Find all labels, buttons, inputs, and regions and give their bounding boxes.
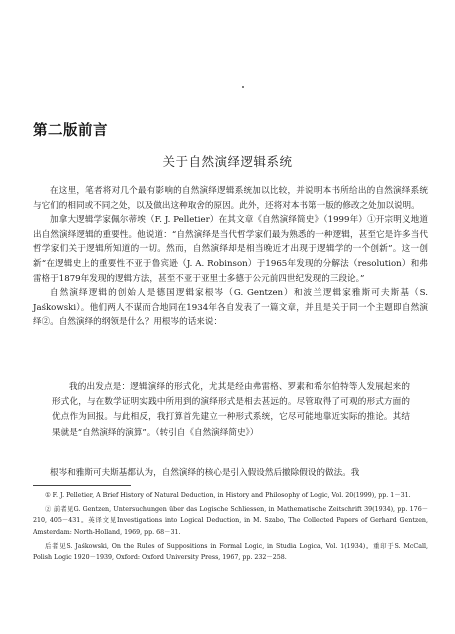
section-title: 关于自然演绎逻辑系统: [162, 154, 293, 169]
quote-text: 我的出发点是：逻辑演绎的形式化，尤其是经由弗雷格、罗素和希尔伯特等人发展起来的形式化，与在数学证明实践中所用到的演绎形式是相去甚远的。尽管取得了可观的形式方面的优点作为回报。与此相反，我打算首先建立一种形式系统，它尽可能地靠近实际的推论。其结果就是“自然演绎的演算”。（转引自《自然演绎简史》）: [52, 382, 410, 438]
footnote-divider: [33, 485, 131, 486]
paragraph-intro: 在这里，笔者将对几个最有影响的自然演绎逻辑系统加以比较，并说明本书所给出的自然演绎系统与它们的相同或不同之处，以及做出这种取舍的原因。此外，还将对本书第一版的修改之处加以说明。: [33, 186, 428, 211]
continuation-text: [33, 466, 428, 481]
footnote-1: ① F. J. Pelletier, A Brief History of Natural Deduction, in History and Philosophy of Logic, Vol. 20(1999), pp. 1－31.: [45, 492, 411, 499]
paragraph-founders: 自然演绎逻辑的创始人是德国逻辑家根岑（G. Gentzen）和波兰逻辑家雅斯可夫斯基（S. Jaśkowski）。他们两人不谋而合地同在1934年各自发表了一篇文章，并且是关于同一个主题即自然演绎②。自然演绎的纲领是什么？用根岑的话来说：: [33, 288, 428, 328]
paragraph-pelletier: 加拿大逻辑学家佩尔蒂埃（F. J. Pelletier）在其文章《自然演绎简史》（1999年）①开宗明义地道出自然演绎逻辑的重要性。他说道：“自然演绎是当代哲学家们最为熟悉的一种逻辑，甚至它是许多当代哲学家们关于逻辑所知道的一切。然而，自然演绎却是相当晚近才出现于逻辑学的一个创新”。这一创新“在逻辑史上的重要性不亚于鲁宾逊（J. A. Robinson）于1965年发现的分解法（resolution）和弗雷格于1879年发现的逻辑方法，甚至不亚于亚里士多德于公元前四世纪发现的三段论。”: [33, 215, 428, 284]
footnote-2: ② 前者见G. Gentzen, Untersuchungen über das Logische Schliessen, in Mathematische Zeitschrift 39(1934), pp. 176－210, 405－431。英译文见Investigations into Logical Deduction, in M. Szabo, The Collected Papers of Gerhard Gentzen, Amsterdam: North-Holland, 1969, pp. 68－31.: [33, 506, 428, 536]
block-quote: [52, 380, 410, 441]
body-text: [33, 184, 428, 330]
footnote-2-continued: 后者见S. Jaśkowski, On the Rules of Suppositions in Formal Logic, in Studia Logica, Vol. 1(1934)。重印于S. McCall, Polish Logic 1920－1939, Oxford: Oxford University Press, 1967, pp. 232－258.: [33, 542, 428, 562]
page-speck: [242, 86, 244, 88]
footnotes: [33, 490, 428, 566]
chapter-heading: 第二版前言: [33, 123, 108, 139]
paragraph-continuation: 根岑和雅斯可夫斯基都认为，自然演绎的核心是引入假设然后撤除假设的做法。我: [50, 468, 360, 478]
